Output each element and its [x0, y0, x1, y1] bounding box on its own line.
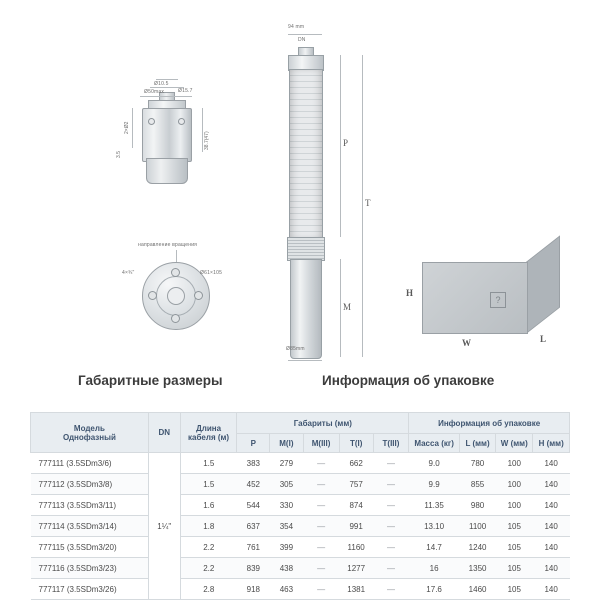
- cell-p: 918: [237, 579, 270, 600]
- flange-hole-note: Ø61×105: [200, 270, 223, 276]
- cell-p: 761: [237, 537, 270, 558]
- table-row: [31, 516, 570, 537]
- cell-m1: 463: [270, 579, 303, 600]
- header-l: L (мм): [459, 434, 495, 453]
- heading-packaging: Информация об упаковке: [322, 373, 495, 388]
- head-dim-mid-label: Ø10.5: [154, 80, 169, 87]
- cell-h: 140: [533, 516, 570, 537]
- box-height-label: H: [406, 288, 414, 298]
- flange-bolt-note: 4×¾": [122, 270, 135, 276]
- cell-l: 855: [459, 474, 495, 495]
- head-dim-left-label: 2×Ø2: [124, 121, 130, 134]
- header-model-main: Модель: [73, 423, 105, 433]
- header-w: W (мм): [496, 434, 533, 453]
- cell-l: 780: [459, 453, 495, 474]
- cell-m3: —: [303, 453, 339, 474]
- cell-t1: 1160: [339, 537, 373, 558]
- head-dim-small-left-label: 3.5: [116, 151, 122, 158]
- pump-width-label: 94 mm: [288, 24, 305, 30]
- pump-m-dim-line: [340, 259, 341, 357]
- flange-bolt-left: [148, 291, 157, 300]
- cell-t3: —: [373, 558, 409, 579]
- pump-head-drawing: [110, 78, 230, 188]
- header-cable-sub: кабеля (м): [188, 432, 230, 442]
- cell-mass: 13.10: [409, 516, 460, 537]
- head-dim-line-outer: [140, 96, 192, 97]
- flange-bolt-right: [194, 291, 203, 300]
- cell-h: 140: [533, 453, 570, 474]
- header-mass: Масса (кг): [409, 434, 460, 453]
- cell-model: 777113 (3.5SDm3/11): [31, 495, 149, 516]
- cell-mass: 14.7: [409, 537, 460, 558]
- header-t3: T(III): [373, 434, 409, 453]
- header-t1: T(I): [339, 434, 373, 453]
- cell-t3: —: [373, 516, 409, 537]
- header-model-sub: Однофазный: [62, 432, 116, 442]
- cell-w: 105: [496, 516, 533, 537]
- cell-h: 140: [533, 579, 570, 600]
- cell-w: 100: [496, 474, 533, 495]
- section-headings: [0, 373, 600, 403]
- cell-mass: 17.6: [409, 579, 460, 600]
- flange-drawing: [120, 240, 230, 350]
- cell-t3: —: [373, 579, 409, 600]
- cell-cable: 1.8: [180, 516, 237, 537]
- cell-model: 777112 (3.5SDm3/8): [31, 474, 149, 495]
- cell-model: 777115 (3.5SDm3/20): [31, 537, 149, 558]
- table-header-row-top: [31, 413, 570, 434]
- cell-w: 105: [496, 537, 533, 558]
- cell-m3: —: [303, 474, 339, 495]
- cell-t1: 757: [339, 474, 373, 495]
- pump-t-label: T: [365, 198, 371, 208]
- cell-t1: 991: [339, 516, 373, 537]
- box-front-face: [422, 262, 528, 334]
- pump-motor-shape: [290, 259, 322, 359]
- header-cable: [180, 413, 237, 453]
- cell-cable: 1.6: [180, 495, 237, 516]
- pump-p-dim-line: [340, 55, 341, 237]
- box-length-label: L: [540, 334, 547, 344]
- cell-h: 140: [533, 474, 570, 495]
- cell-p: 383: [237, 453, 270, 474]
- table-row: [31, 474, 570, 495]
- cell-w: 100: [496, 495, 533, 516]
- table-row: [31, 453, 570, 474]
- flange-rotation-note: направление вращения: [138, 242, 198, 248]
- table-row: [31, 537, 570, 558]
- head-hole-left-icon: [148, 118, 155, 125]
- cell-m1: 330: [270, 495, 303, 516]
- header-packaging-group: Информация об упаковке: [409, 413, 570, 434]
- packaging-box-drawing: [404, 230, 594, 360]
- flange-bolt-top: [171, 268, 180, 277]
- cell-w: 100: [496, 453, 533, 474]
- pump-stage-stack-shape: [289, 69, 323, 239]
- cell-mass: 9.0: [409, 453, 460, 474]
- cell-cable: 1.5: [180, 453, 237, 474]
- table-body: [31, 453, 570, 600]
- box-width-label: W: [462, 338, 471, 348]
- flange-hub-circle: [167, 287, 185, 305]
- cell-dn: 1¼": [148, 453, 180, 600]
- cell-t1: 1381: [339, 579, 373, 600]
- header-dimensions-group: Габариты (мм): [237, 413, 409, 434]
- box-mark-icon: ?: [490, 292, 506, 308]
- cell-model: 777116 (3.5SDm3/23): [31, 558, 149, 579]
- cell-h: 140: [533, 558, 570, 579]
- head-dim-outer-label: Ø50max: [144, 89, 165, 95]
- header-h: H (мм): [533, 434, 570, 453]
- cell-model: 777117 (3.5SDm3/26): [31, 579, 149, 600]
- cell-cable: 2.2: [180, 537, 237, 558]
- cell-cable: 2.8: [180, 579, 237, 600]
- cell-p: 544: [237, 495, 270, 516]
- header-dn: DN: [148, 413, 180, 453]
- head-dim-vline-right: [202, 108, 203, 152]
- cell-t1: 662: [339, 453, 373, 474]
- cell-t3: —: [373, 495, 409, 516]
- cell-m3: —: [303, 558, 339, 579]
- box-side-face: [526, 235, 560, 334]
- table-row: [31, 579, 570, 600]
- heading-dimensions: Габаритные размеры: [78, 373, 223, 388]
- cell-mass: 16: [409, 558, 460, 579]
- cell-cable: 1.5: [180, 474, 237, 495]
- cell-m1: 354: [270, 516, 303, 537]
- cell-cable: 2.2: [180, 558, 237, 579]
- header-m3: M(III): [303, 434, 339, 453]
- cell-l: 1100: [459, 516, 495, 537]
- cell-p: 839: [237, 558, 270, 579]
- cell-h: 140: [533, 495, 570, 516]
- pump-t-dim-line: [362, 55, 363, 357]
- cell-t3: —: [373, 537, 409, 558]
- cell-t1: 874: [339, 495, 373, 516]
- cell-p: 452: [237, 474, 270, 495]
- cell-m3: —: [303, 537, 339, 558]
- header-cable-main: Длина: [196, 423, 222, 433]
- pump-width-dim-line: [288, 34, 322, 35]
- cell-p: 637: [237, 516, 270, 537]
- cell-mass: 9.9: [409, 474, 460, 495]
- pump-p-label: P: [343, 138, 349, 148]
- cell-t3: —: [373, 474, 409, 495]
- head-dim-inner-label: Ø15.7: [178, 88, 193, 94]
- pump-bottom-diameter-label: Ø85mm: [286, 346, 305, 352]
- header-m1: M(I): [270, 434, 303, 453]
- pump-bottom-dim-line: [288, 360, 322, 361]
- cell-l: 1350: [459, 558, 495, 579]
- head-dim-right-label: 38.7(47): [204, 131, 210, 150]
- head-dim-vline-left: [132, 108, 133, 148]
- header-model: [31, 413, 149, 453]
- flange-bolt-bottom: [171, 314, 180, 323]
- pump-m-label: M: [343, 302, 352, 312]
- cell-m3: —: [303, 516, 339, 537]
- cell-l: 980: [459, 495, 495, 516]
- cell-w: 105: [496, 558, 533, 579]
- cell-h: 140: [533, 537, 570, 558]
- cell-t3: —: [373, 453, 409, 474]
- cell-m3: —: [303, 495, 339, 516]
- cell-l: 1460: [459, 579, 495, 600]
- table-header: [31, 413, 570, 453]
- cell-model: 777114 (3.5SDm3/14): [31, 516, 149, 537]
- head-hole-right-icon: [178, 118, 185, 125]
- pump-dn-label: DN: [298, 37, 306, 43]
- table-row: [31, 558, 570, 579]
- cell-m1: 279: [270, 453, 303, 474]
- cell-m3: —: [303, 579, 339, 600]
- cell-l: 1240: [459, 537, 495, 558]
- cell-model: 777111 (3.5SDm3/6): [31, 453, 149, 474]
- header-p: P: [237, 434, 270, 453]
- cell-t1: 1277: [339, 558, 373, 579]
- cell-m1: 305: [270, 474, 303, 495]
- head-skirt-shape: [146, 158, 188, 184]
- head-body-shape: [142, 108, 192, 162]
- cell-w: 105: [496, 579, 533, 600]
- pump-coupling-shape: [287, 237, 325, 261]
- cell-mass: 11.35: [409, 495, 460, 516]
- table-row: [31, 495, 570, 516]
- specifications-table: [30, 412, 570, 600]
- cell-m1: 399: [270, 537, 303, 558]
- flange-rotation-leader: [176, 250, 177, 262]
- cell-m1: 438: [270, 558, 303, 579]
